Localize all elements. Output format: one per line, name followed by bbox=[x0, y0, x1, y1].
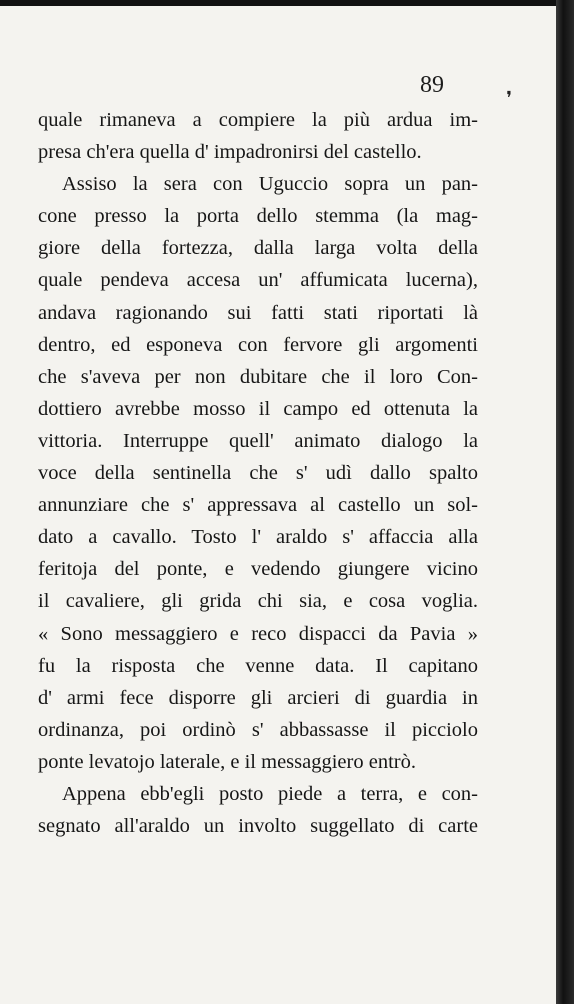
text-line: ponte levatojo laterale, e il messaggiero entrò. bbox=[38, 750, 416, 773]
text-line: fu la risposta che venne data. Il capitano bbox=[38, 654, 478, 677]
text-line: che s'aveva per non dubitare che il loro Con- bbox=[38, 365, 478, 388]
text-line: dato a cavallo. Tosto l' araldo s' affaccia alla bbox=[38, 526, 478, 549]
text-line: ordinanza, poi ordinò s' abbassasse il picciolo bbox=[38, 718, 478, 741]
page-number: 89 bbox=[420, 72, 444, 98]
text-line: « Sono messaggiero e reco dispacci da Pavia » bbox=[38, 622, 478, 645]
text-line: dentro, ed esponeva con fervore gli argomenti bbox=[38, 333, 478, 356]
body-text bbox=[38, 104, 478, 842]
text-line: annunziare che s' appressava al castello un sol- bbox=[38, 494, 478, 517]
text-line: voce della sentinella che s' udì dallo spalto bbox=[38, 462, 478, 485]
text-line: dottiero avrebbe mosso il campo ed ottenuta la bbox=[38, 397, 478, 420]
text-line: segnato all'araldo un involto suggellato di carte bbox=[38, 815, 478, 838]
page-binding-edge bbox=[556, 0, 574, 1004]
text-line: quale rimaneva a compiere la più ardua im- bbox=[38, 109, 478, 131]
text-line: d' armi fece disporre gli arcieri di guardia in bbox=[38, 686, 478, 709]
text-line: Assiso la sera con Uguccio sopra un pan- bbox=[62, 173, 478, 196]
book-page bbox=[0, 6, 556, 1004]
text-line: cone presso la porta dello stemma (la mag- bbox=[38, 205, 478, 228]
text-line: Appena ebb'egli posto piede a terra, e con- bbox=[62, 782, 478, 805]
text-line: il cavaliere, gli grida chi sia, e cosa voglia. bbox=[38, 590, 478, 613]
text-line: presa ch'era quella d' impadronirsi del castello. bbox=[38, 141, 422, 164]
text-line: feritoja del ponte, e vedendo giungere vicino bbox=[38, 558, 478, 581]
ink-blot-mark: ❜ bbox=[506, 88, 512, 109]
text-line: vittoria. Interruppe quell' animato dialogo la bbox=[38, 429, 478, 452]
text-line: quale pendeva accesa un' affumicata lucerna), bbox=[38, 269, 478, 292]
text-line: andava ragionando sui fatti stati riportati là bbox=[38, 301, 478, 324]
text-line: giore della fortezza, dalla larga volta della bbox=[38, 237, 478, 260]
